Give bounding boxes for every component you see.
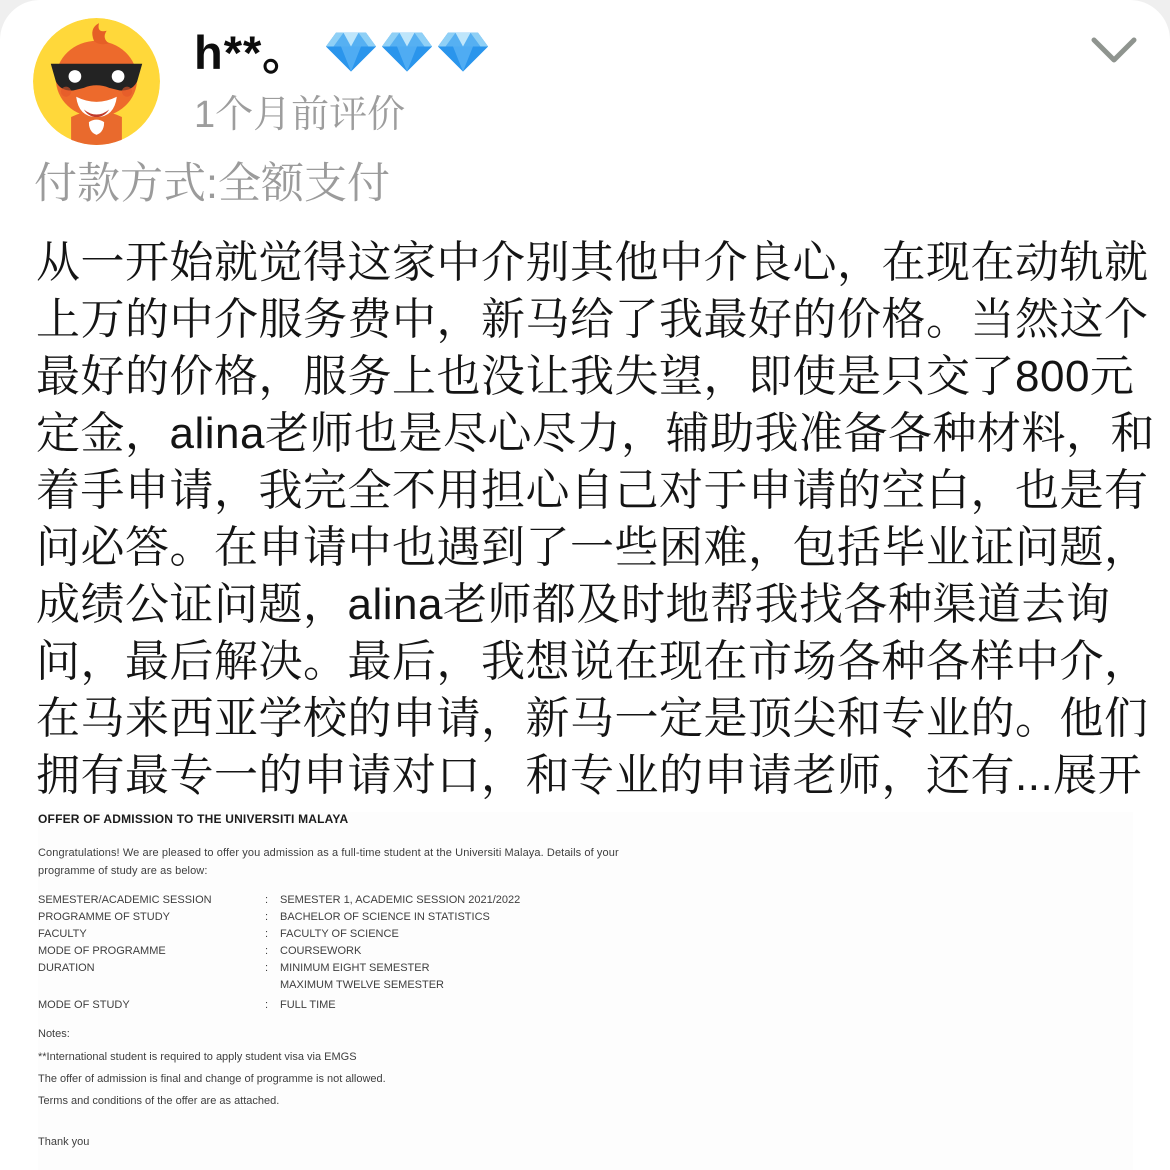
doc-detail-label: MODE OF PROGRAMME [38,945,166,957]
taobao-mascot-icon [33,18,160,145]
doc-notes-heading: Notes: [38,1028,70,1040]
doc-detail-value: FACULTY OF SCIENCE [280,928,399,940]
chevron-down-icon[interactable] [1088,30,1140,70]
doc-intro-line: programme of study are as below: [38,864,208,877]
avatar[interactable] [33,18,160,145]
review-line: 问必答。在申请中也遇到了一些困难，包括毕业证问题， [36,523,1149,572]
doc-detail-label: PROGRAMME OF STUDY [38,911,171,923]
doc-closing: Thank you [38,1136,90,1148]
doc-note: The offer of admission is final and change of programme is not allowed. [38,1073,386,1085]
doc-note: **International student is required to apply student visa via EMGS [38,1051,357,1063]
review-text [36,234,1155,804]
doc-intro [38,845,1133,880]
doc-detail-row [38,997,1133,1014]
user-info [194,22,488,136]
attachment-image[interactable] [38,812,1133,1170]
doc-detail-value: MINIMUM EIGHT SEMESTER MAXIMUM TWELVE SEMESTER [280,962,445,991]
review-line: 从一开始就觉得这家中介别其他中介良心，在现在动轨就 [36,238,1149,287]
doc-detail-value: SEMESTER 1, ACADEMIC SESSION 2021/2022 [280,894,521,906]
doc-detail-colon: : [265,928,269,940]
member-level-badges [326,29,488,74]
review-line: 最好的价格，服务上也没让我失望，即使是只交了800元 [36,352,1135,401]
doc-detail-colon: : [265,945,269,957]
doc-detail-label: FACULTY [38,928,87,940]
doc-detail-label: MODE OF STUDY [38,999,130,1011]
doc-detail-value: FULL TIME [280,999,336,1011]
doc-detail-row [38,926,1133,943]
doc-detail-row [38,909,1133,926]
doc-details-table [38,892,1133,1014]
doc-detail-value: COURSEWORK [280,945,362,957]
expand-link[interactable]: 展开 [1053,751,1143,800]
review-line: 问，最后解决。最后，我想说在现在市场各种各样中介， [36,637,1149,686]
username: h**。 [194,26,311,79]
blue-diamond-icon [382,29,432,74]
review-timestamp: 1个月前评价 [194,94,406,136]
doc-detail-label: SEMESTER/ACADEMIC SESSION [38,894,212,906]
review-line: 着手申请，我完全不用担心自己对于申请的空白，也是有 [36,466,1149,515]
doc-detail-row [38,892,1133,909]
doc-notes [38,1049,1133,1110]
review-line: 在马来西亚学校的申请，新马一定是顶尖和专业的。他们 [36,694,1149,743]
review-line: 定金，alina老师也是尽心尽力，辅助我准备各种材料，和 [36,409,1155,458]
doc-detail-row [38,960,1133,994]
doc-note: Terms and conditions of the offer are as attached. [38,1095,280,1107]
review-line: 上万的中介服务费中，新马给了我最好的价格。当然这个 [36,295,1149,344]
doc-detail-colon: : [265,962,269,974]
blue-diamond-icon [438,29,488,74]
doc-detail-colon: : [265,911,269,923]
doc-detail-row [38,943,1133,960]
doc-detail-colon: : [265,894,269,906]
review-line: 成绩公证问题，alina老师都及时地帮我找各种渠道去询 [36,580,1111,629]
doc-detail-value: BACHELOR OF SCIENCE IN STATISTICS [280,911,490,923]
doc-intro-line: Congratulations! We are pleased to offer you admission as a full-time student at the Universiti Malaya. Details of your [38,847,619,859]
doc-detail-label: DURATION [38,962,95,974]
doc-detail-colon: : [265,999,269,1011]
review-line: 拥有最专一的申请对口，和专业的申请老师，还有...展开 [36,751,1143,800]
payment-method-label: 付款方式:全额支付 [34,160,390,208]
doc-title: OFFER OF ADMISSION TO THE UNIVERSITI MALAYA [38,812,349,826]
blue-diamond-icon [326,29,376,74]
